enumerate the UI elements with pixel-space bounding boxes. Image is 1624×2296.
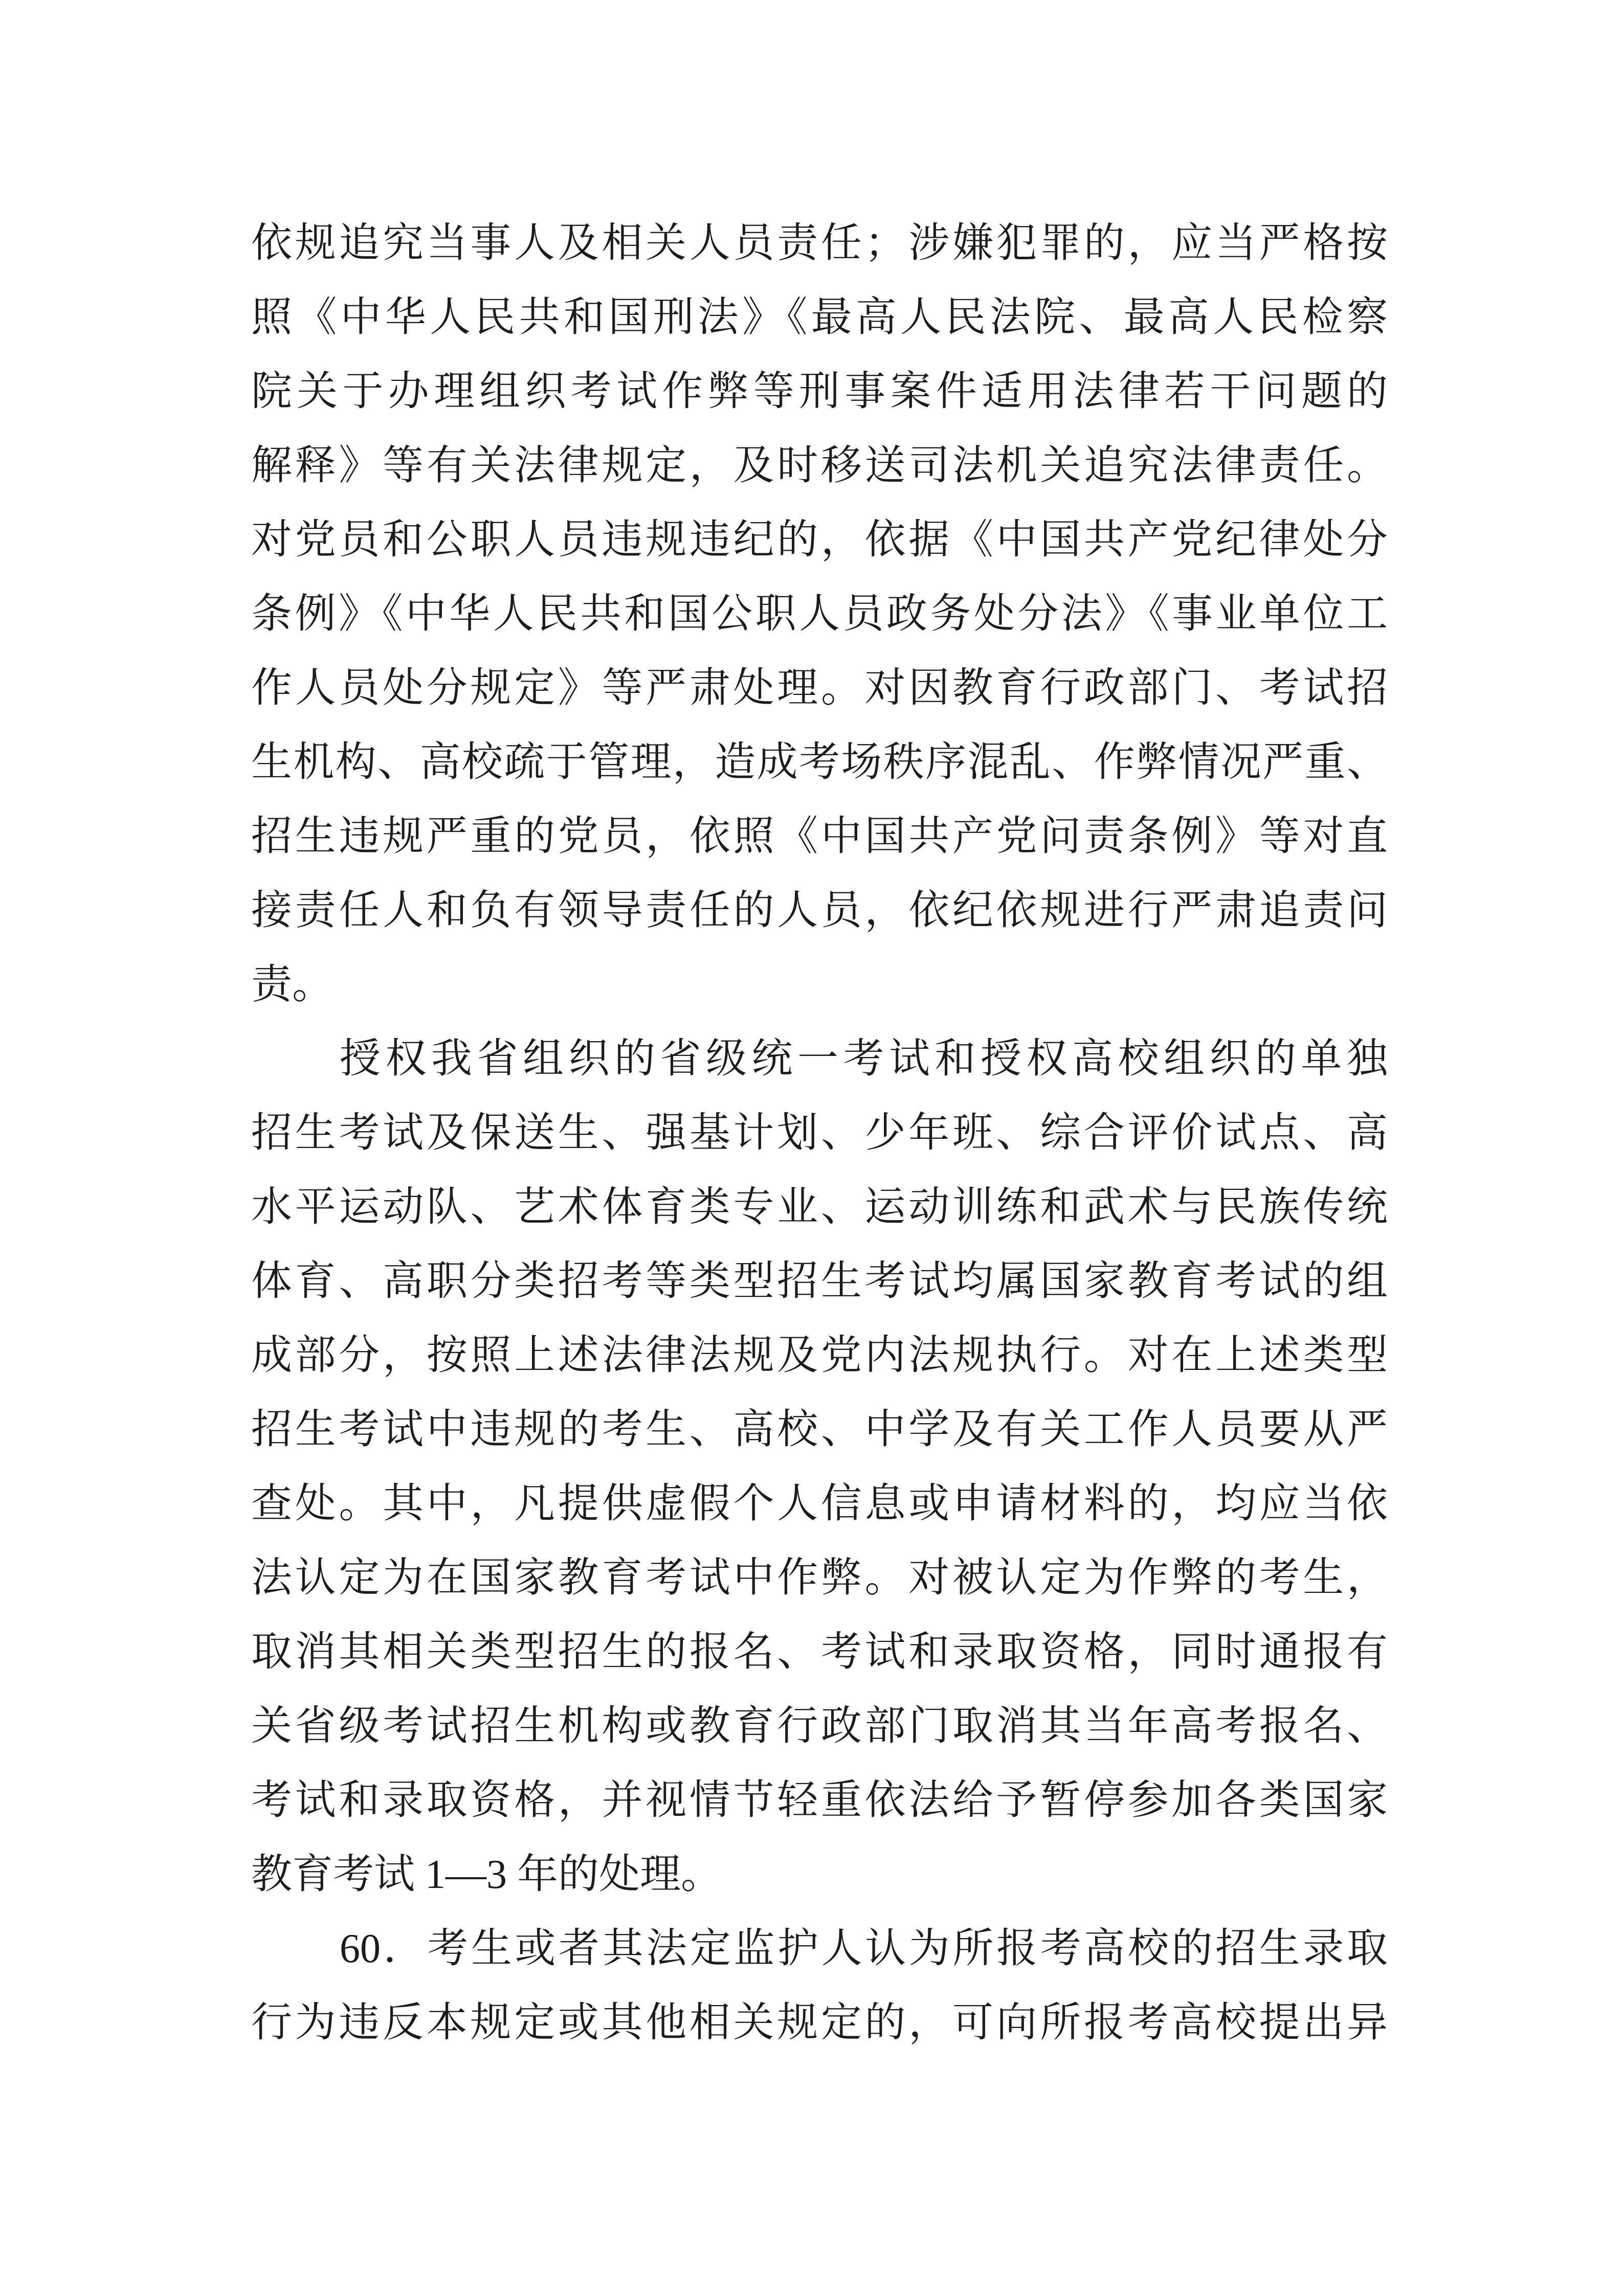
text-line: 招生考试中违规的考生、高校、中学及有关工作人员要从严 (251, 1407, 1388, 1452)
text-line: 接责任人和负有领导责任的人员，依纪依规进行严肃追责问 (251, 888, 1388, 933)
text-line: 60．考生或者其法定监护人认为所报考高校的招生录取 (340, 1926, 1388, 1971)
text-line: 照《中华人民共和国刑法》《最高人民法院、最高人民检察 (251, 295, 1388, 340)
text-line: 对党员和公职人员违规违纪的，依据《中国共产党纪律处分 (251, 517, 1388, 562)
text-line: 授权我省组织的省级统一考试和授权高校组织的单独 (340, 1037, 1388, 1082)
text-line: 关省级考试招生机构或教育行政部门取消其当年高考报名、 (251, 1704, 1388, 1749)
paragraph-1 (251, 207, 1388, 1022)
text-line: 生机构、高校疏于管理，造成考场秩序混乱、作弊情况严重、 (251, 740, 1388, 785)
text-line: 成部分，按照上述法律法规及党内法规执行。对在上述类型 (251, 1333, 1388, 1378)
text-line: 条例》《中华人民共和国公职人员政务处分法》《事业单位工 (251, 592, 1388, 637)
text-line: 行为违反本规定或其他相关规定的，可向所报考高校提出异 (251, 2000, 1388, 2045)
paragraph-2 (251, 1022, 1388, 1912)
text-line: 招生违规严重的党员，依照《中国共产党问责条例》等对直 (251, 814, 1388, 859)
text-line: 体育、高职分类招考等类型招生考试均属国家教育考试的组 (251, 1259, 1388, 1304)
text-line: 作人员处分规定》等严肃处理。对因教育行政部门、考试招 (251, 666, 1388, 711)
text-line: 责。 (251, 962, 333, 1007)
text-line: 水平运动队、艺术体育类专业、运动训练和武术与民族传统 (251, 1185, 1388, 1230)
text-line: 查处。其中，凡提供虚假个人信息或申请材料的，均应当依 (251, 1481, 1388, 1526)
text-line: 依规追究当事人及相关人员责任；涉嫌犯罪的，应当严格按 (251, 221, 1388, 266)
body-text (251, 207, 1388, 2060)
text-line: 解释》等有关法律规定，及时移送司法机关追究法律责任。 (251, 443, 1388, 488)
text-line: 考试和录取资格，并视情节轻重依法给予暂停参加各类国家 (251, 1778, 1388, 1823)
text-line: 招生考试及保送生、强基计划、少年班、综合评价试点、高 (251, 1111, 1388, 1156)
text-line: 取消其相关类型招生的报名、考试和录取资格，同时通报有 (251, 1630, 1388, 1675)
text-line: 教育考试 1—3 年的处理。 (251, 1852, 722, 1897)
paragraph-3 (251, 1912, 1388, 2060)
text-line: 院关于办理组织考试作弊等刑事案件适用法律若干问题的 (251, 369, 1388, 414)
text-line: 法认定为在国家教育考试中作弊。对被认定为作弊的考生， (251, 1556, 1388, 1601)
